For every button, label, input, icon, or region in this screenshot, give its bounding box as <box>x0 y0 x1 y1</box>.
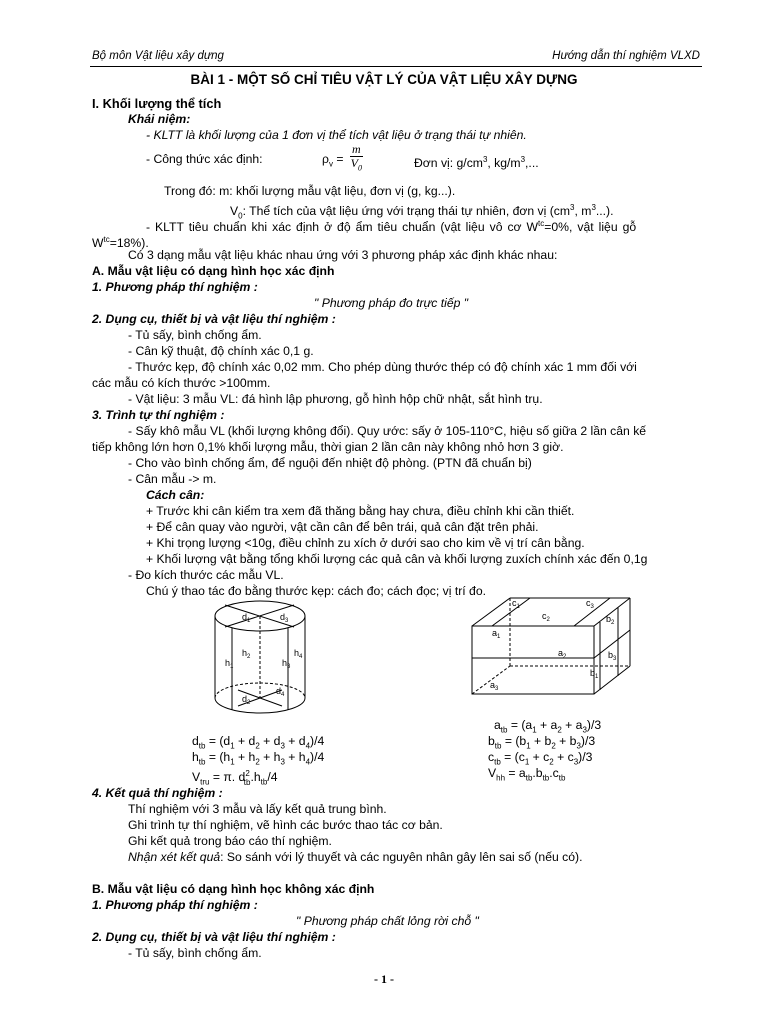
text-line: $W^{tc}=18\%$). <box>92 235 149 251</box>
unit-text: Đơn vị: $g/cm^3$, $kg/m^3$,... <box>414 155 539 171</box>
formula-d: $d_{tb} = (d_1 + d_2 + d_3 + d_4)/4$ <box>192 734 325 751</box>
method-name: " Phương pháp chất lỏng rời chỗ " <box>296 914 479 928</box>
label-c2: $c_2$ <box>542 611 550 623</box>
formula-a: $a_{tb} = (a_1 + a_2 + a_3)/3$ <box>494 718 602 735</box>
list-item: Nhận xét kết quả: So sánh với lý thuyết và các nguyên nhân gây lên sai số (nếu có). <box>128 850 583 864</box>
formula-vtru: $V_{tru} = \pi$. $d^2_{tb}.h_{tb}/4$ <box>192 769 278 787</box>
method-name: " Phương pháp đo trực tiếp " <box>314 296 469 310</box>
list-item: + Khối lượng vật bằng tổng khối lượng các quả cân và khối lượng zuxích chính xác đến 0,1g <box>146 552 648 566</box>
text-line: $V_0$: Thể tích của vật liệu ứng với trạng thái tự nhiên, đơn vị ($cm^3$, $m^3$...). <box>230 203 614 221</box>
formula-c: $c_{tb} = (c_1 + c_2 + c_3)/3$ <box>488 750 593 767</box>
list-item: Thí nghiệm với 3 mẫu và lấy kết quả trung bình. <box>128 802 387 816</box>
subheading: 2. Dụng cụ, thiết bị và vật liệu thí nghiệm : <box>92 930 336 944</box>
list-item: + Khi trọng lượng <10g, điều chỉnh zu xích ở dưới sao cho kim về vị trí cân bằng. <box>146 536 585 550</box>
label-c3: $c_3$ <box>586 598 594 610</box>
text-line: Chú ý thao tác đo bằng thước kẹp: cách đo; cách đọc; vị trí đo. <box>146 584 486 598</box>
fraction: $\frac{m}{V_0}$ <box>350 142 362 173</box>
list-item: - Tủ sấy, bình chống ẩm. <box>128 328 262 342</box>
text-line: - KLTT là khối lượng của 1 đơn vị thể tích vật liệu ở trạng thái tự nhiên. <box>146 128 527 142</box>
formula-label: - Công thức xác định: <box>146 152 263 166</box>
list-item: - Vật liệu: 3 mẫu VL: đá hình lập phương, gỗ hình hộp chữ nhật, sắt hình trụ. <box>128 392 543 406</box>
label-d2: $d_2$ <box>242 694 251 706</box>
list-item: + Để cân quay vào người, vật cần cân để bên trái, quả cân đặt trên phải. <box>146 520 539 534</box>
label-d4: $d_4$ <box>276 686 285 698</box>
subheading: 1. Phương pháp thí nghiệm : <box>92 898 258 912</box>
list-item: - Cho vào bình chống ẩm, để nguội đến nhiệt độ phòng. (PTN đã chuẩn bị) <box>128 456 532 470</box>
label-d3: $d_3$ <box>280 612 289 624</box>
text-line: Có 3 dạng mẫu vật liệu khác nhau ứng với 3 phương pháp xác định khác nhau: <box>128 248 558 262</box>
subheading: 1. Phương pháp thí nghiệm : <box>92 280 258 294</box>
subheading: 4. Kết quả thí nghiệm : <box>92 786 223 800</box>
formula-b: $b_{tb} = (b_1 + b_2 + b_3)/3$ <box>488 734 596 751</box>
list-item: - Thước kẹp, độ chính xác 0,02 mm. Cho phép dùng thước thép có độ chính xác 1 mm đối với <box>128 360 637 374</box>
label-h1: $h_1$ <box>225 658 234 670</box>
list-item: - Cân mẫu -> m. <box>128 472 217 486</box>
page-title: BÀI 1 - MỘT SỐ CHỈ TIÊU VẬT LÝ CỦA VẬT LIỆU XÂY DỰNG <box>190 72 578 87</box>
formula-h: $h_{tb} = (h_1 + h_2 + h_3 + h_4)/4$ <box>192 750 325 767</box>
subheading: Cách cân: <box>146 488 205 502</box>
formula: $\rho_v$ = <box>322 152 344 169</box>
list-item: - Sấy khô mẫu VL (khối lượng không đổi). Quy ước: sấy ở 105-110°C, hiệu số giữa 2 lần cân kế <box>128 424 647 438</box>
formula-vhh: $V_{hh} = a_{tb}.b_{tb}.c_{tb}$ <box>488 766 566 783</box>
list-item: Ghi trình tự thí nghiệm, vẽ hình các bước thao tác cơ bản. <box>128 818 443 832</box>
subheading: Khái niệm: <box>128 112 191 126</box>
label-a2: $a_2$ <box>558 648 567 660</box>
label-b3: $b_3$ <box>608 650 617 662</box>
label-d1: $d_1$ <box>242 612 251 624</box>
subheading: 2. Dụng cụ, thiết bị và vật liệu thí nghiệm : <box>92 312 336 326</box>
label-b1: $b_1$ <box>590 668 599 680</box>
text-line: Trong đó: m: khối lượng mẫu vật liệu, đơn vị (g, kg...). <box>164 184 456 198</box>
header-right: Hướng dẫn thí nghiệm VLXD <box>552 50 700 62</box>
page-number: - 1 - <box>374 972 394 986</box>
label-h4: $h_4$ <box>294 648 303 660</box>
list-item: + Trước khi cân kiểm tra xem đã thăng bằng hay chưa, điều chỉnh khi cần thiết. <box>146 504 575 518</box>
list-item: - Cân kỹ thuật, độ chính xác 0,1 g. <box>128 344 314 358</box>
label-c1: $c_1$ <box>512 598 520 610</box>
label-b2: $b_2$ <box>606 614 615 626</box>
label-a1: $a_1$ <box>492 628 501 640</box>
section-heading: I. Khối lượng thể tích <box>92 96 222 111</box>
subheading: 3. Trình tự thí nghiệm : <box>92 408 225 422</box>
label-a3: $a_3$ <box>490 680 499 692</box>
header-left: Bộ môn Vật liệu xây dựng <box>92 50 224 62</box>
list-item: tiếp không lớn hơn 0,1% khối lượng mẫu, thời gian 2 lần cân này không nhỏ hơn 3 giờ. <box>92 440 564 454</box>
header-divider <box>90 66 702 67</box>
cylinder-diagram <box>190 598 330 730</box>
box-diagram <box>468 594 636 702</box>
list-item: - Đo kích thước các mẫu VL. <box>128 568 284 582</box>
list-item: các mẫu có kích thước >100mm. <box>92 376 271 390</box>
text-line: - KLTT tiêu chuẩn khi xác định ở độ ẩm tiêu chuẩn (vật liệu vô cơ $W^{tc}=0\%$, vật liệu gỗ <box>146 219 637 235</box>
section-heading: B. Mẫu vật liệu có dạng hình học không xác định <box>92 882 375 896</box>
list-item: Ghi kết quả trong báo cáo thí nghiệm. <box>128 834 332 848</box>
section-heading: A. Mẫu vật liệu có dạng hình học xác định <box>92 264 335 278</box>
list-item: - Tủ sấy, bình chống ẩm. <box>128 946 262 960</box>
label-h2: $h_2$ <box>242 648 251 660</box>
label-h3: $h_3$ <box>282 658 291 670</box>
